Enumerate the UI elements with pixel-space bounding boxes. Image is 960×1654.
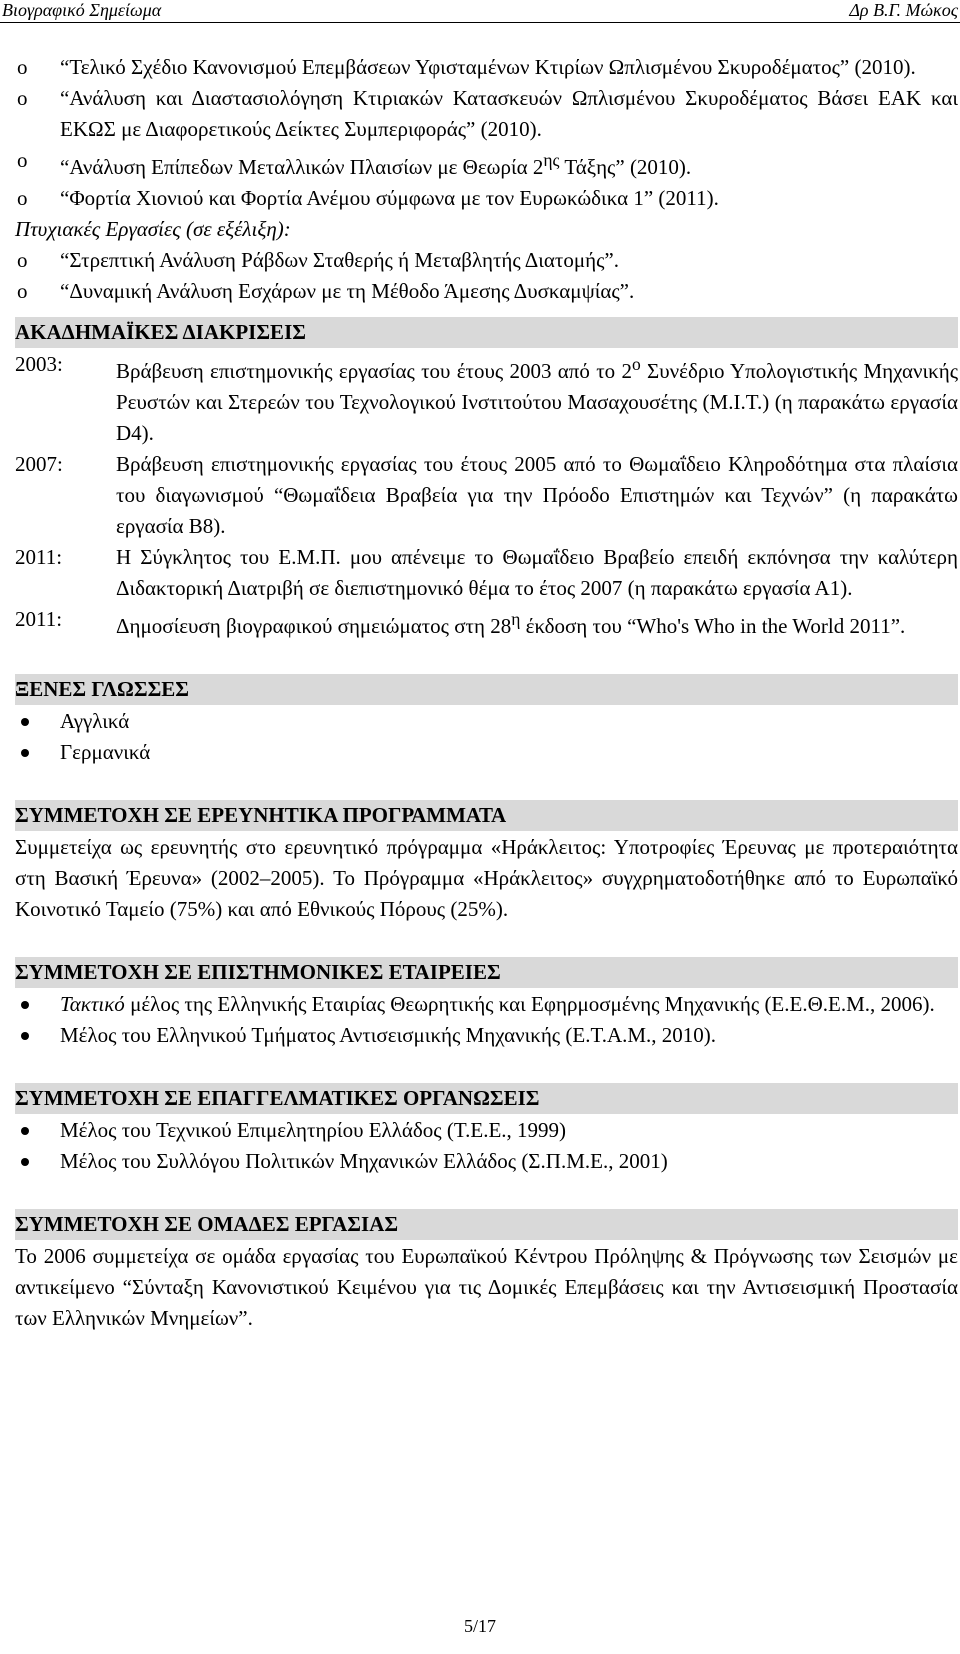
award-year: 2003: [15,352,63,376]
list-item [15,245,958,276]
list-marker: o [17,248,28,272]
award-text: Βράβευση επιστημονικής εργασίας του έτους 2005 από το Θωμαΐδειο Κληροδότημα στα πλαίσια του διαγωνισμού “Θωμαΐδεια Βραβεία για την Πρόοδο Επιστημών και Τεχνών” (η παρακάτω εργασία Β8). [116,452,958,538]
list-marker: o [17,186,28,210]
header-author: Δρ Β.Γ. Μώκος [849,0,958,20]
list-item [15,83,958,145]
list-item [15,145,958,183]
list-item [15,706,958,737]
superscript: ης [543,150,560,170]
thesis-title: “Ανάλυση και Διαστασιολόγηση Κτιριακών Κατασκευών Ωπλισμένου Σκυροδέματος Βάσει ΕΑΚ και ΕΚΩΣ με Διαφορετικούς Δείκτες Συμπεριφοράς” (2010). [60,86,958,141]
list-marker: o [17,279,28,303]
list-item [15,1115,958,1146]
award-item [15,604,958,642]
list-marker: o [17,55,28,79]
list-item [15,1020,958,1051]
list-marker: o [17,86,28,110]
section-title-workgroups: ΣΥΜΜΕΤΟΧΗ ΣΕ ΟΜΑΔΕΣ ΕΡΓΑΣΙΑΣ [15,1209,958,1240]
superscript: ο [631,354,641,374]
thesis-title-end: Τάξης” (2010). [559,155,692,179]
bullet-icon [21,749,29,757]
award-text-end: έκδοση του “Who's Who in the World 2011”. [520,614,906,638]
progress-heading: Πτυχιακές Εργασίες (σε εξέλιξη): [15,217,291,241]
membership-text: Μέλος του Ελληνικού Τμήματος Αντισεισμικής Μηχανικής (Ε.Τ.Α.Μ., 2010). [60,1023,717,1047]
bullet-icon [21,1001,29,1009]
award-text-start: Δημοσίευση βιογραφικού σημειώματος στη 28 [116,614,512,638]
superscript: η [511,609,521,629]
membership-text: μέλος της Ελληνικής Εταιρίας Θεωρητικής και Εφηρμοσμένης Μηχανικής (Ε.Ε.Θ.Ε.Μ., 2006). [124,992,935,1016]
award-item [15,349,958,449]
page-header [0,0,960,23]
membership-text: Μέλος του Συλλόγου Πολιτικών Μηχανικών Ελλάδος (Σ.Π.Μ.Ε., 2001) [60,1149,668,1173]
bullet-icon [21,1032,29,1040]
section-title-societies: ΣΥΜΜΕΤΟΧΗ ΣΕ ΕΠΙΣΤΗΜΟΝΙΚΕΣ ΕΤΑΙΡΕΙΕΣ [15,957,958,988]
page-number: 5/17 [463,1616,496,1636]
thesis-title: “Δυναμική Ανάλυση Εσχάρων με τη Μέθοδο Άμεσης Δυσκαμψίας”. [60,279,635,303]
award-text-start: Βράβευση επιστημονικής εργασίας του έτους 2003 από το 2 [116,359,632,383]
award-year: 2011: [15,607,63,631]
bullet-icon [21,1158,29,1166]
thesis-title: “Στρεπτική Ανάλυση Ράβδων Σταθερής ή Μεταβλητής Διατομής”. [60,248,620,272]
award-item [15,449,958,542]
bullet-icon [21,718,29,726]
thesis-title-start: “Ανάλυση Επίπεδων Μεταλλικών Πλαισίων με Θεωρία 2 [60,155,544,179]
workgroups-text: Το 2006 συμμετείχα σε ομάδα εργασίας του Ευρωπαϊκού Κέντρου Πρόληψης & Πρόγνωσης των Σεισμών με αντικείμενο “Σύνταξη Κανονιστικού Κειμένου για τις Δομικές Επεμβάσεις και την Αντισεισμική Προστασία των Ελληνικών Μνημείων”. [15,1244,958,1330]
award-item [15,542,958,604]
list-item [15,989,958,1020]
list-item [15,737,958,768]
award-year: 2011: [15,545,63,569]
section-title-professional: ΣΥΜΜΕΤΟΧΗ ΣΕ ΕΠΑΓΓΕΛΜΑΤΙΚΕΣ ΟΡΓΑΝΩΣΕΙΣ [15,1083,958,1114]
thesis-title: “Φορτία Χιονιού και Φορτία Ανέμου σύμφωνα με τον Ευρωκώδικα 1” (2011). [60,186,719,210]
section-title-research: ΣΥΜΜΕΤΟΧΗ ΣΕ ΕΡΕΥΝΗΤΙΚΑ ΠΡΟΓΡΑΜΜΑΤΑ [15,800,958,831]
list-item [15,1146,958,1177]
section-title-languages: ΞΕΝΕΣ ΓΛΩΣΣΕΣ [15,674,958,705]
award-text: Η Σύγκλητος του Ε.Μ.Π. μου απένειμε το Θωμαΐδειο Βραβείο επειδή εκπόνησα την καλύτερη Διδακτορική Διατριβή σε διεπιστημονικό θέμα το έτος 2007 (η παρακάτω εργασία Α1). [116,545,958,600]
language: Γερμανικά [60,740,151,764]
list-marker: o [17,148,28,172]
list-item [15,276,958,307]
document-body [15,52,958,1334]
bullet-icon [21,1127,29,1135]
membership-text: Μέλος του Τεχνικού Επιμελητηρίου Ελλάδος (Τ.Ε.Ε., 1999) [60,1118,567,1142]
research-text: Συμμετείχα ως ερευνητής στο ερευνητικό πρόγραμμα «Ηράκλειτος: Υποτροφίες Έρευνας με προτεραιότητα στη Βασική Έρευνα» (2002–2005). Το Πρόγραμμα «Ηράκλειτος» συγχρηματοδοτήθηκε από το Ευρωπαϊκό Κοινοτικό Ταμείο (75%) και από Εθνικούς Πόρους (25%). [15,835,958,921]
award-text-end: Συνέδριο Υπολογιστικής Μηχανικής Ρευστών και Στερεών του Τεχνολογικού Ινστιτούτου Μασαχουσέτης (Μ.Ι.Τ.) (η παρακάτω εργασία D4). [116,359,959,445]
list-item [15,183,958,214]
language: Αγγλικά [60,709,130,733]
award-year: 2007: [15,452,63,476]
header-title: Βιογραφικό Σημείωμα [2,0,162,20]
membership-type: Τακτικό [60,992,125,1016]
thesis-title: “Τελικό Σχέδιο Κανονισμού Επεμβάσεων Υφισταμένων Κτιρίων Ωπλισμένου Σκυροδέματος” (2010). [60,55,916,79]
list-item [15,52,958,83]
section-title-awards: ΑΚΑΔΗΜΑΪΚΕΣ ΔΙΑΚΡΙΣΕΙΣ [15,317,958,348]
